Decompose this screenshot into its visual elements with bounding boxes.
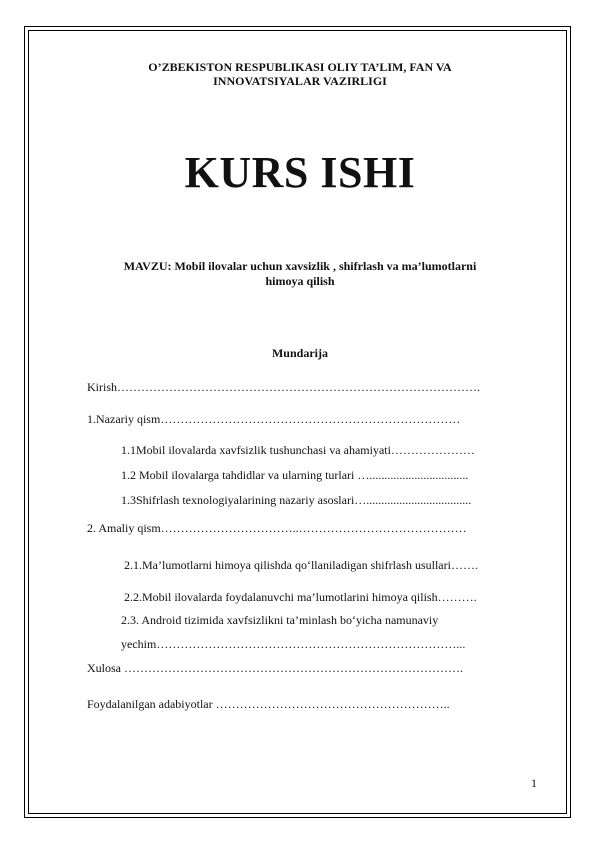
ministry-line-2: INNOVATSIYALAR VAZIRLIGI (213, 74, 387, 88)
toc-entry-2-3-continued: yechim…………………………………………………………………... (121, 637, 466, 651)
document-title: KURS ISHI (184, 148, 416, 197)
toc-entry-2-1: 2.1.Ma’lumotlarni himoya qilishda qo‘llaniladigan shifrlash usullari……. (124, 558, 478, 572)
toc-entry-nazariy: 1.Nazariy qism………………………………………………………………… (87, 412, 461, 426)
page-number: 1 (531, 776, 537, 790)
toc-entry-1-1: 1.1Mobil ilovalarda xavfsizlik tushunchasi va ahamiyati………………… (121, 443, 475, 457)
topic-line-1: MAVZU: Mobil ilovalar uchun xavsizlik , shifrlash va ma’lumotlarni (123, 259, 477, 273)
toc-entry-amaliy: 2. Amaliy qism……………………………..…………………………………… (87, 521, 467, 535)
toc-entry-adabiyotlar: Foydalanilgan adabiyotlar ………………………………………………….. (87, 697, 450, 711)
ministry-header (100, 60, 500, 88)
toc-entry-2-2: 2.2.Mobil ilovalarda foydalanuvchi ma’lumotlarini himoya qilish………. (124, 590, 477, 604)
topic-block (90, 259, 510, 289)
toc-entry-1-3: 1.3Shifrlash texnologiyalarining nazariy asoslari…................................... (121, 493, 472, 507)
toc-entry-1-2: 1.2 Mobil ilovalarga tahdidlar va ularning turlari …................................. (121, 468, 469, 482)
toc-entry-2-3: 2.3. Android tizimida xavfsizlikni ta’minlash bo‘yicha namunaviy (121, 613, 439, 627)
toc-heading: Mundarija (271, 346, 328, 360)
ministry-line-1: O’ZBEKISTON RESPUBLIKASI OLIY TA’LIM, FAN VA (148, 60, 452, 74)
toc-entry-xulosa: Xulosa …………………………………………………………………………. (87, 661, 463, 675)
toc-entry-kirish: Kirish………………………………………………………………………………. (87, 380, 480, 394)
topic-line-2: himoya qilish (265, 274, 335, 288)
